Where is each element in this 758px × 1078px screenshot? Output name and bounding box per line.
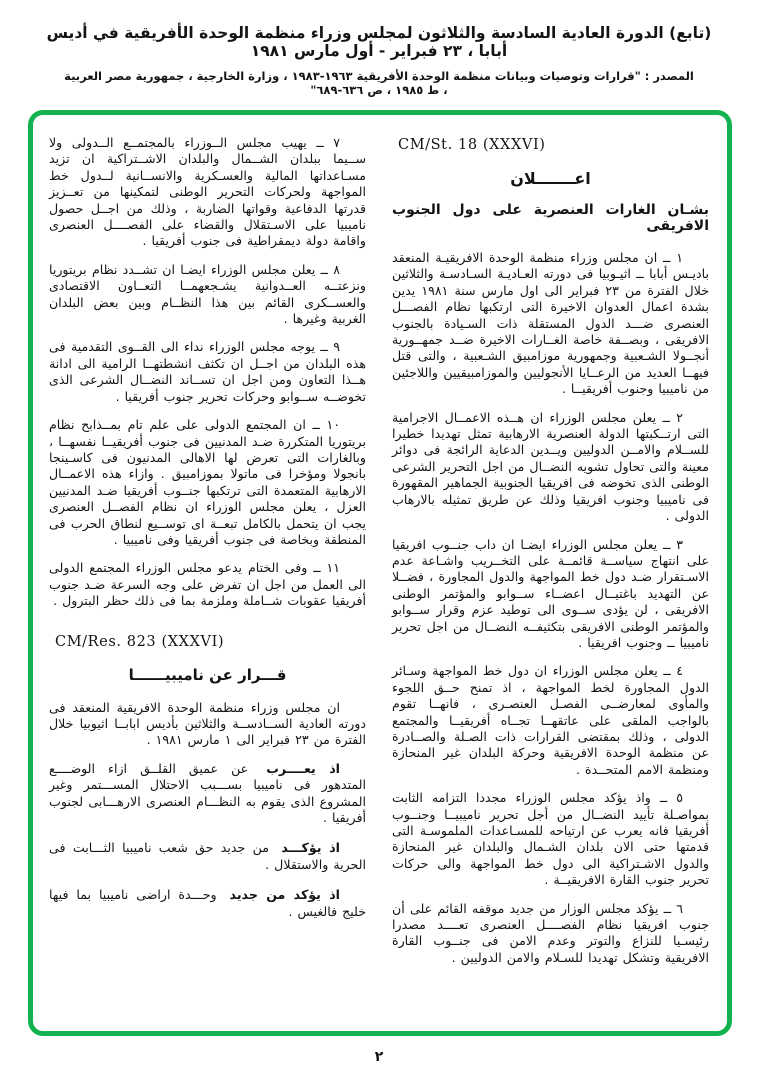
clause-3-text: وحـــدة اراضى ناميبيا بما فيها خليج فالغيس .: [49, 887, 366, 919]
clause-2-text: من جديد حق شعب ناميبيا الثـــابت فى الحرية والاستقلال .: [49, 840, 366, 872]
declaration-paragraph-3: ٣ ــ يعلن مجلس الوزراء ايضـا ان داب جنــوب افريقيا على انتهاج سياســة قائمــة على التخــريب واشـاعة عدم الاسـتقرار ضـد دول خط المواجهة والدول المجاورة ، فضــلا عن التهديد باغتيــال اعضــاء ســوابو والمؤتمر الوطنى الافريقى ، لن يؤدى ســوى الى توطيد عزم وقرار ســوابو والمؤتمر الوطنى الافريقى بتكثيفــه النضــال من اجل تحرير ناميبيا ــ وجنوب افريقيا .: [392, 536, 709, 650]
declaration-paragraph-4: ٤ ــ يعلن مجلس الوزراء ان دول خط المواجهة وسـائر الدول المجاورة لخط المواجهة ، اذ تمنح حــق اللجوء والمأوى لمعارضــى الفصـل العنصـرى ، فانهــا تقوم بالواجب الملقى على عاتقهــا تجــاه أفريقيــا والمجتمع الدولى ، وذلك بمقتضى القرارات ذات الصـلة والصــادرة عن منظمة الوحدة الافريقية وحركة البلدان غير المنحازة ومنظمة الامم المتحــدة .: [392, 663, 709, 777]
header-session-title: (تابع) الدورة العادية السادسة والثلاثون لمجلس وزراء منظمة الوحدة الأفريقية في أديس أبابا ، ٢٣ فبراير - أول مارس ١٩٨١: [46, 24, 712, 60]
resolution-doc-ref: CM/Res. 823 (XXXVI): [55, 633, 225, 650]
declaration-paragraph-11: ١١ ــ وفى الختام يدعو مجلس الوزراء المجتمع الدولى الى العمل من اجل ان تفرض على وجه السرعة ضـد جنوب أفريقيا عقوبات شــاملة وملزمة بما فى ذلك حظر البترول .: [49, 560, 366, 609]
clause-1-text: عن عميق القلــق ازاء الوضــــع المتدهور فى ناميبيا بســـبب الاحتلال المســـتمر وغير المشروع الذى يقوم به النظـــام العنصرى الارهـــابى لجنوب أفريقيا .: [49, 760, 366, 825]
resolution-clause-2: [49, 840, 366, 873]
declaration-paragraph-5: ٥ ــ واذ يؤكد مجلس الوزراء مجددا التزامه الثابت بمواصـلة تأييد النضــال من أجل تحرير ناميبيــا وجنــوب أفريقيا فانه يعرب عن ارتياحه للمسـاعدات الملموسـة التى قدمتها حتى الان بلدان الشـمال والبلدان غير المنحازة والدول الاشـتراكية الى دول خط المواجهة والى حركات تحرير جنوب القارة الافريقيــة .: [392, 790, 709, 888]
declaration-paragraph-2: ٢ ــ يعلن مجلس الوزراء ان هــذه الاعمــال الاجرامية التى ارتــكبتها الدولة العنصرية الارهابية تمثل تهديدا خطيرا للســلام والامــن الدوليين ويــدين الدعاية الرائجة فى دوائر معينة والتى تحاول تشويه النضــال من اجل التحرير الشرعى الوطنى الذى تخوضه فى افريقيا الجنوبية الجماهير المقهورة فى ناميبيا وجنوب افريقيا وذلك عن طريق تمثيله بالارهاب الدولى .: [392, 409, 709, 524]
declaration-column: [392, 135, 709, 1023]
clause-1-lead: اذ يعــــرب: [266, 760, 340, 776]
resolution-clause-1: [49, 761, 366, 827]
declaration-doc-ref: CM/St. 18 (XXXVI): [398, 137, 546, 153]
resolution-intro: ان مجلس وزراء منظمة الوحدة الافريقية المنعقد فى دورته العادية الســادســة والثلاثين بأديس ابابــا اثيوبيا خلال الفترة من ٢٣ فبراير الى ١ مارس ١٩٨١ .: [49, 699, 366, 748]
page-footer: [0, 1049, 758, 1065]
page-number: ٢: [374, 1049, 384, 1065]
declaration-paragraph-10: ١٠ ــ ان المجتمع الدولى على علم تام بمــذابح نظام بريتوريا المتكررة ضـد المدنيين فى جنوب أفريقيــا نفسهــا ، وبالغارات التى تعرض لها الاهالى المدنيون فى كاسـينجا بانجولا ومؤخرا فى ماتولا بموزامبيق . وازاء هذه الاعمــال الارهابية المتعمدة التى ترتكبها جنــوب أفريقيا ضـد المدنيين العزل ، يعلن مجلس الوزراء ان نظام الفصــل العنصرى يجب ان يتحمل بالكامل تبعــة اى توســيع لنطاق الحرب فى المنطقة وبخاصة فى جنوب أفريقيا وفى ناميبيا .: [49, 417, 366, 547]
declaration-subtitle: بشـان الغارات العنصرية على دول الجنوب الافريقى: [392, 202, 709, 234]
declaration-paragraph-6: ٦ ــ يؤكد مجلس الوزار من جديد موقفه القائم على أن جنوب افريقيا نظام الفصــــل العنصرى تعــــد مصدرا رئيسـيا للنزاع والتوتر وعدم الامن فى جنــوب القارة الافريقية وتشكل تهديدا للسـلام والامن الدوليين .: [392, 900, 709, 965]
declaration-paragraph-8: ٨ ــ يعلن مجلس الوزراء ايضـا ان تشــدد نظام بريتوريا ونزعتــه العــدوانية يشـجعهمــا التعــاون الاقتصادى والعســكرى القائم بين هذا النظــام وبين بعض البلدان الغربية وغيرها .: [49, 261, 366, 327]
declaration-paragraph-9: ٩ ــ يوجه مجلس الوزراء نداء الى القــوى التقدمية فى هذه البلدان من اجــل ان تكثف انشطتهــا الرامية الى ادانة هــذا التعاون ومن اجل ان تســاند النضــال الشرعى الذى تخوضــه ســوابو وحركات تحرير جنوب أفريقيا .: [49, 339, 366, 404]
declaration-title: اعـــــــلان: [510, 169, 591, 188]
clause-2-lead: اذ يؤكـــد: [281, 840, 340, 856]
content-border-box: [28, 110, 732, 1036]
clause-3-lead: اذ يؤكد من جديد: [229, 887, 340, 903]
page-header: [0, 0, 758, 97]
declaration-paragraph-1: ١ ــ ان مجلس وزراء منظمة الوحدة الافريقيـة المنعقد باديـس أبابا ــ اثيـوبيا فى دورته العـاديـة السـادسـة والثلاثين خلال الفترة من ٢٣ فبراير الى اول مارس سنة ١٩٨١ يدين بشدة اعمال العدوان الاخيرة التى ارتكبها نظام الفصـــل العنصرى ضـــد الدول المستقلة ذات السـيادة بالجنوب الافريقى ، وبصــفة خاصة الغــارات الاخيرة ضــد جمهــورية أنجــولا الشـعبية وجمهورية موزامبيق الشـعبية ، والتى قتل فيهــا العديد من الرعــايا الأنجوليين والموزامبيقيين واللاجئين من ناميبيا وجنوب أفريقيــا .: [392, 250, 709, 397]
resolution-title: قـــرار عن ناميبيــــــا: [128, 665, 287, 684]
declaration-paragraph-7: ٧ ــ يهيب مجلس الــوزراء بالمجتمــع الــدولى ولا ســيما ببلدان الشــمال والبلدان الاشــتراكية ان تزيد مسـاعداتها المالية والعسـكرية والانســانية لــدول خط المواجهة ولحركات التحرير الوطنى لتمكينها من تعــزيز قدرتها الدفاعية وقواتها الضاربة ، وذلك من اجــل حصول ناميبيا على الاسـتقلال والقضاء على الفصــــل العنصرى واقامة دولة ديمقراطية فى جنوب أفريقيا .: [49, 135, 366, 249]
continuation-and-resolution-column: [49, 135, 366, 1023]
resolution-clause-3: [49, 887, 366, 920]
header-source-line: المصدر : "قرارات وتوصيات وبيانات منظمة الوحدة الأفريقية ١٩٦٣-١٩٨٣ ، وزارة الخارجية ، جمهورية مصر العربية ، ط ١٩٨٥ ، ص ٦٣٦-٦٨٩": [64, 69, 694, 97]
